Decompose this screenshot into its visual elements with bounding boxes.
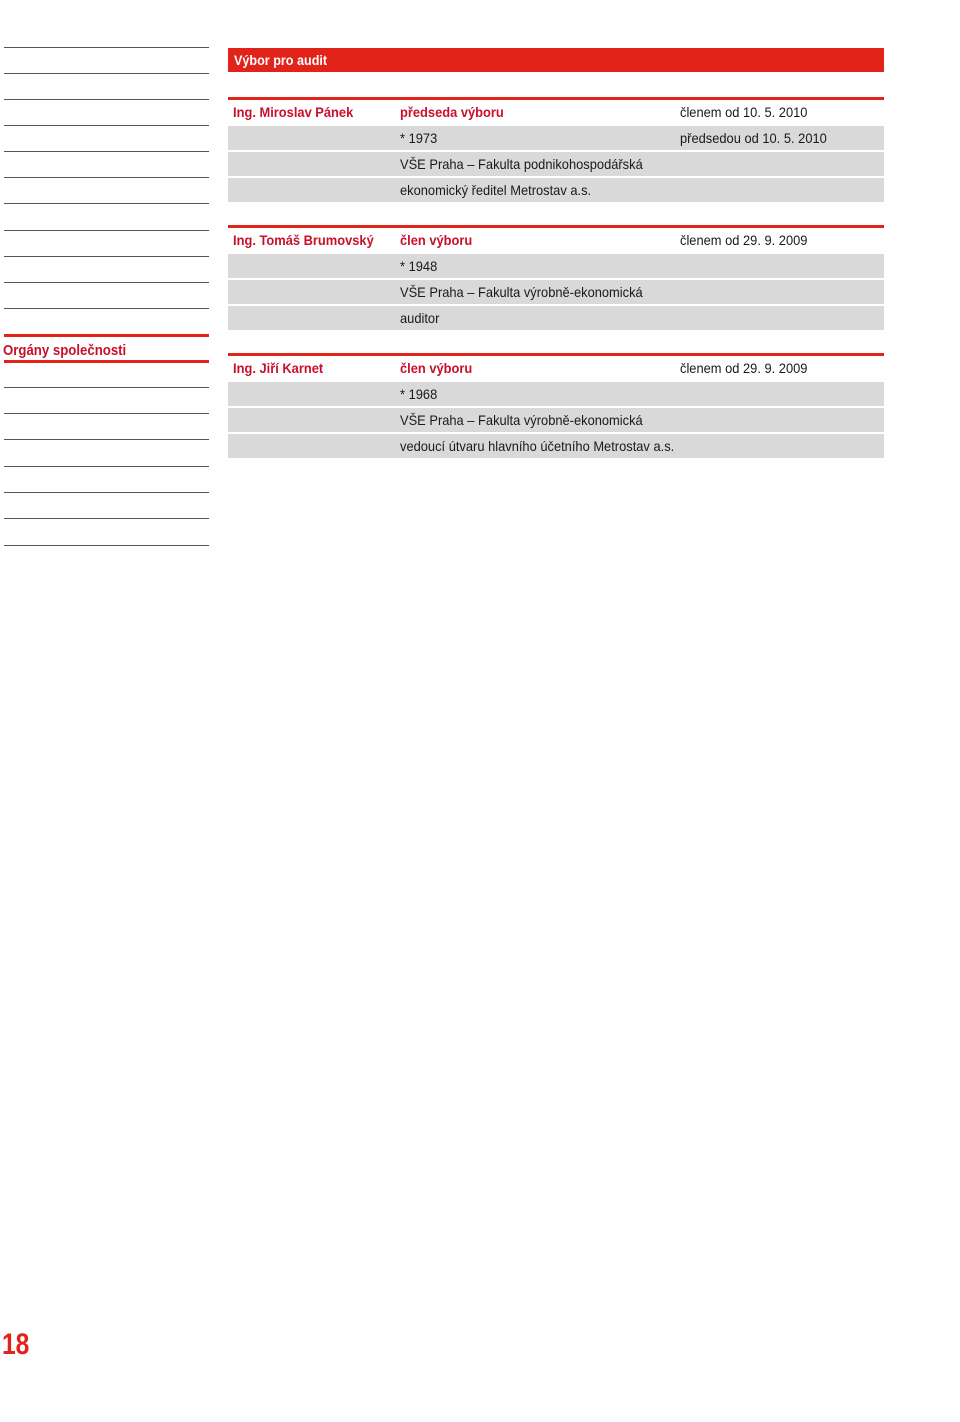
member-since: členem od 29. 9. 2009: [680, 232, 808, 248]
page-number: 18: [2, 1328, 30, 1361]
member-block: [228, 353, 884, 460]
margin-rule: [4, 151, 209, 152]
committee-title: Výbor pro audit: [234, 52, 328, 68]
margin-rule: [4, 203, 209, 204]
member-block: [228, 97, 884, 204]
margin-rule: [4, 545, 209, 546]
member-education: VŠE Praha – Fakulta podnikohospodářská: [400, 156, 643, 172]
margin-rule: [4, 518, 209, 519]
margin-rule: [4, 282, 209, 283]
member-detail-row: [228, 382, 884, 408]
member-detail-row: [228, 152, 884, 178]
member-education: VŠE Praha – Fakulta výrobně-ekonomická: [400, 412, 643, 428]
member-name: Ing. Tomáš Brumovský: [233, 232, 374, 248]
margin-rule: [4, 47, 209, 48]
member-detail-row: [228, 306, 884, 332]
section-title: Orgány společnosti: [3, 342, 127, 359]
member-detail-row: [228, 408, 884, 434]
margin-rule: [4, 256, 209, 257]
member-born: * 1948: [400, 258, 438, 274]
member-since: členem od 10. 5. 2010: [680, 104, 808, 120]
member-header-row: [228, 356, 884, 382]
member-block: [228, 225, 884, 332]
member-role: člen výboru: [400, 232, 473, 248]
margin-rule: [4, 177, 209, 178]
margin-rule: [4, 125, 209, 126]
margin-rule: [4, 492, 209, 493]
margin-rule: [4, 387, 209, 388]
member-detail-row: [228, 254, 884, 280]
margin-rule: [4, 230, 209, 231]
member-since: členem od 29. 9. 2009: [680, 360, 808, 376]
committee-header: [228, 48, 884, 72]
member-position: ekonomický ředitel Metrostav a.s.: [400, 182, 592, 198]
member-detail-row: [228, 178, 884, 204]
member-position: auditor: [400, 310, 440, 326]
margin-rule: [4, 413, 209, 414]
margin-rule: [4, 439, 209, 440]
margin-rule: [4, 308, 209, 309]
member-born: * 1973: [400, 130, 438, 146]
member-born: * 1968: [400, 386, 438, 402]
member-header-row: [228, 228, 884, 254]
member-header-row: [228, 100, 884, 126]
member-detail-row: [228, 434, 884, 460]
member-role: člen výboru: [400, 360, 473, 376]
member-detail-row: [228, 126, 884, 152]
margin-rule: [4, 466, 209, 467]
member-name: Ing. Jiří Karnet: [233, 360, 324, 376]
margin-rule: [4, 99, 209, 100]
member-role: předseda výboru: [400, 104, 504, 120]
margin-rule: [4, 73, 209, 74]
member-extra-since: předsedou od 10. 5. 2010: [680, 130, 827, 146]
member-education: VŠE Praha – Fakulta výrobně-ekonomická: [400, 284, 643, 300]
member-detail-row: [228, 280, 884, 306]
member-position: vedoucí útvaru hlavního účetního Metrostav a.s.: [400, 438, 675, 454]
section-rule-red: [4, 334, 209, 337]
section-rule-red: [4, 360, 209, 363]
member-name: Ing. Miroslav Pánek: [233, 104, 354, 120]
